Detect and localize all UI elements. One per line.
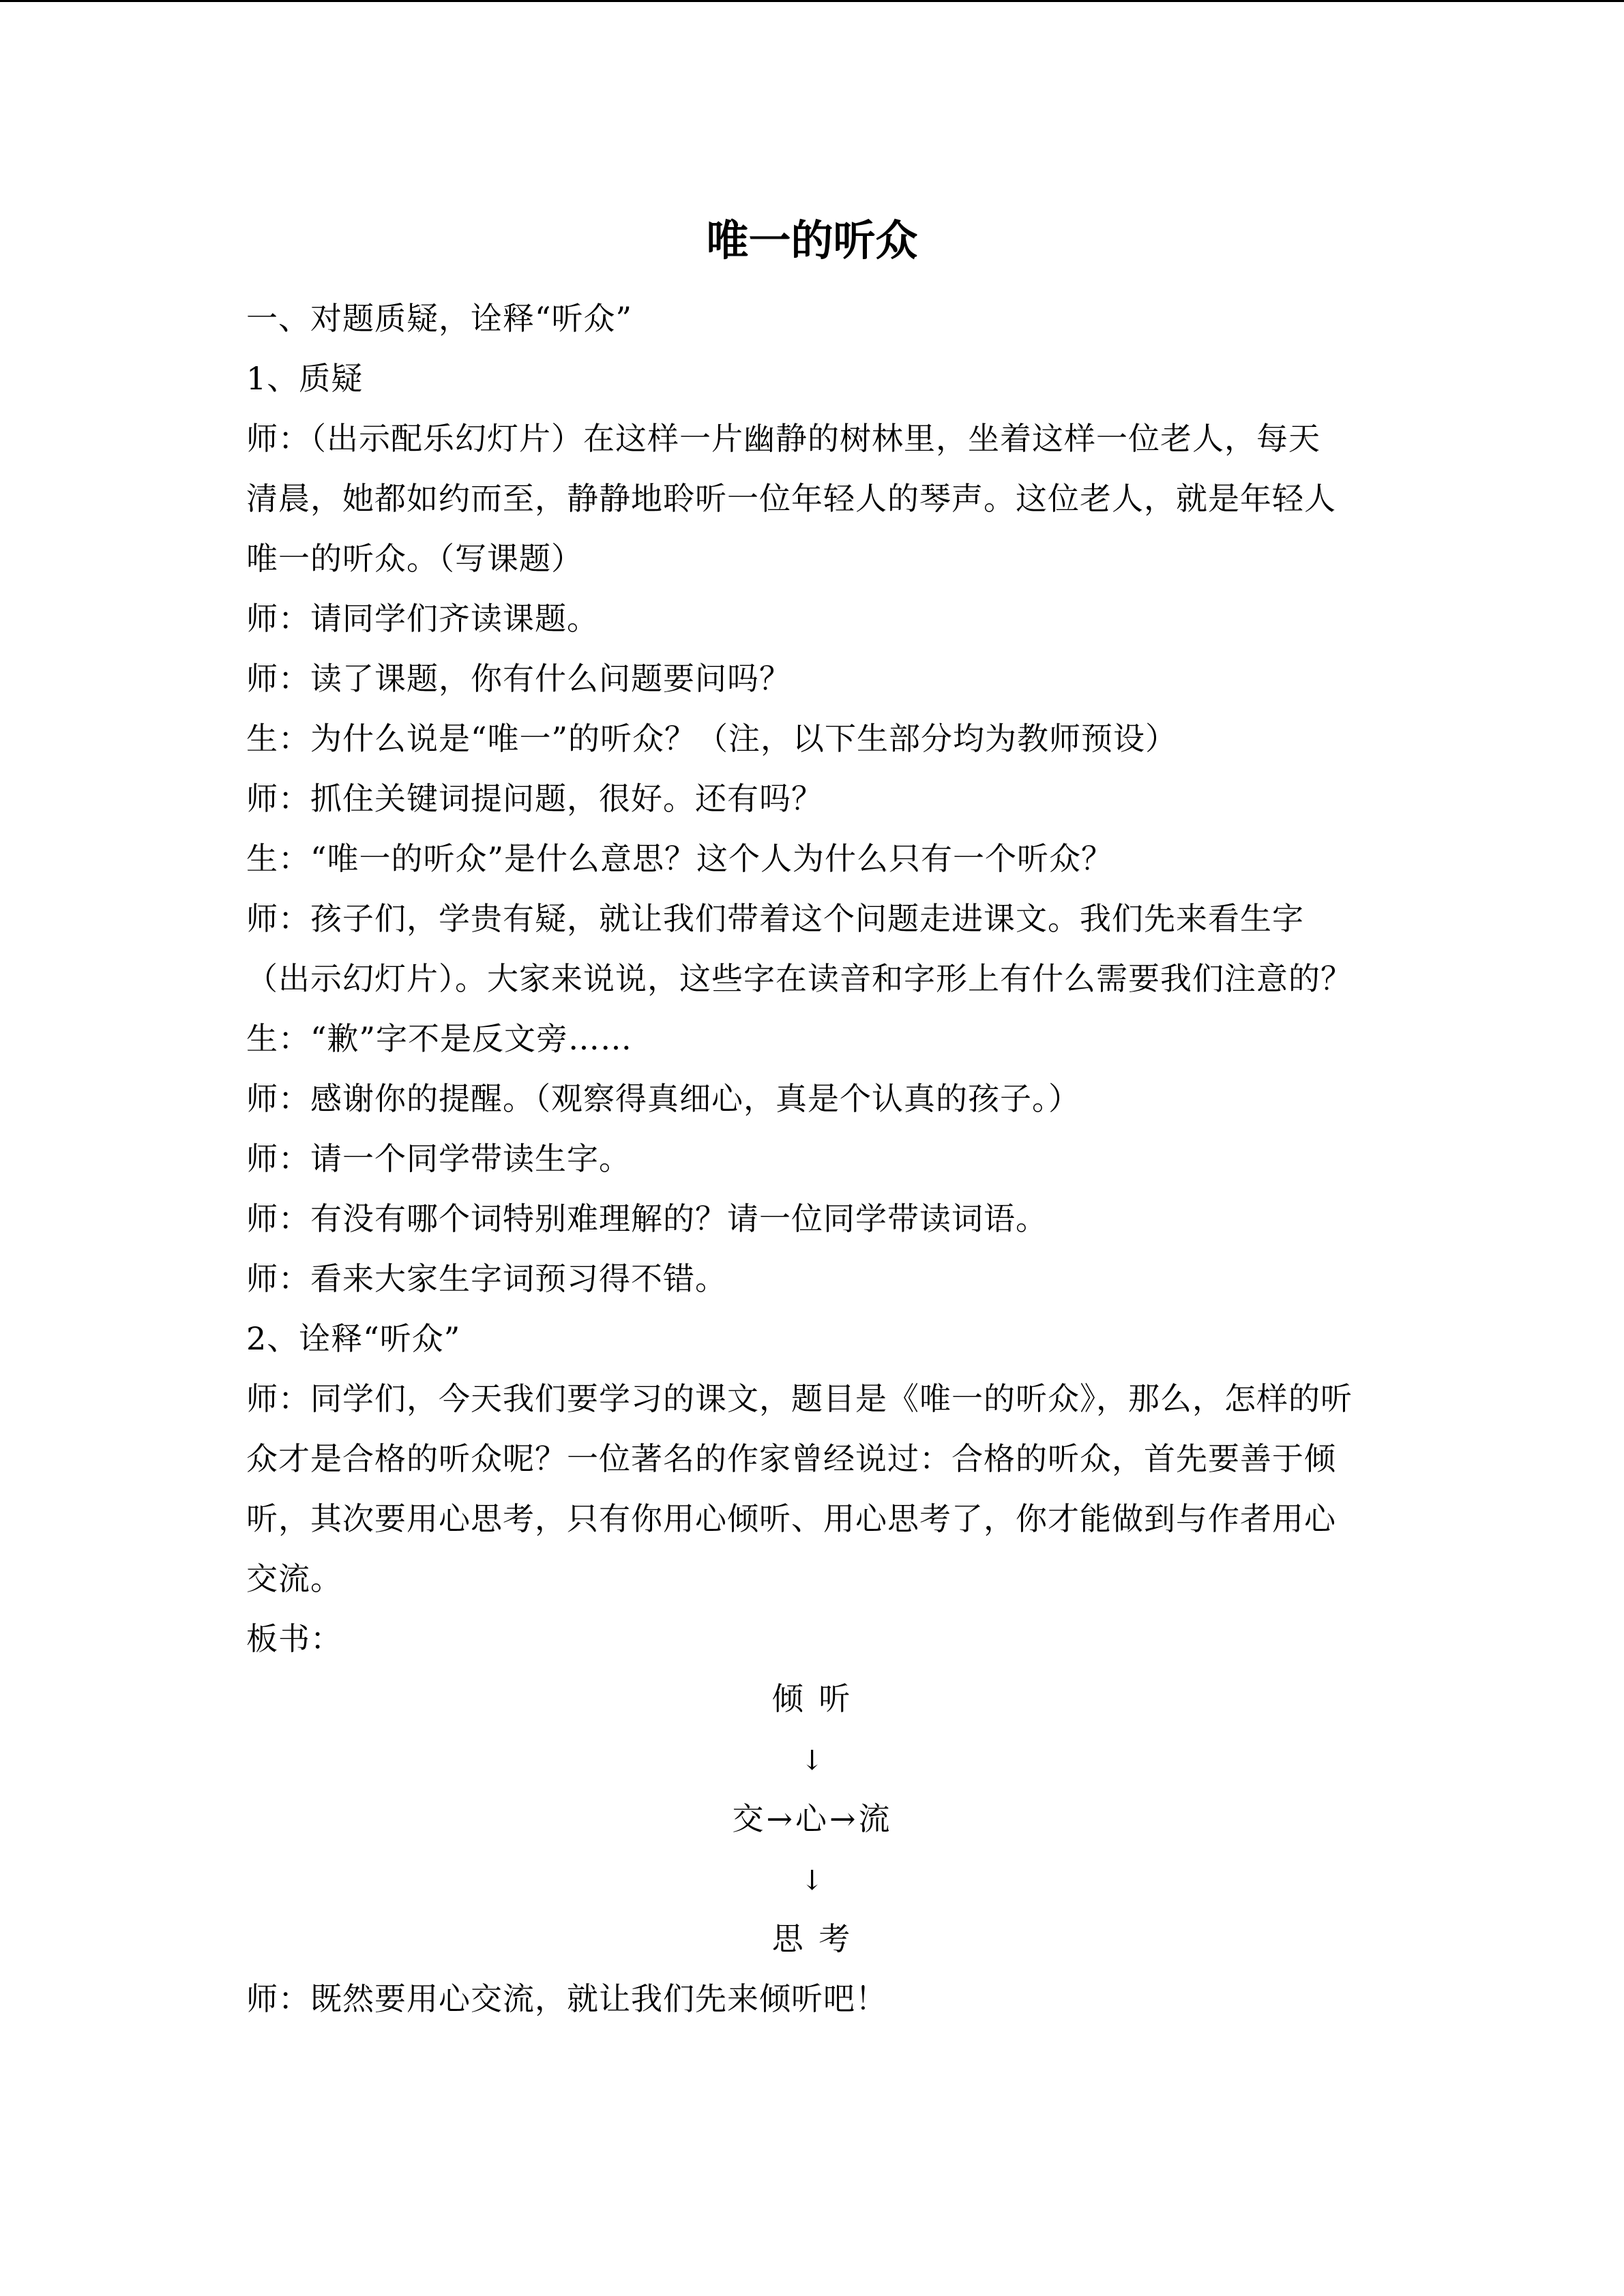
dialogue-line: 生：“歉”字不是反文旁…… bbox=[246, 1020, 633, 1057]
board-node-bottom: 思 考 bbox=[771, 1920, 853, 1957]
paragraph-line: 师：同学们，今天我们要学习的课文，题目是《唯一的听众》，那么，怎样的听 bbox=[246, 1380, 1353, 1417]
board-diagram bbox=[246, 1669, 1378, 1969]
subsection-heading: 2、诠释“听众” bbox=[246, 1320, 461, 1357]
paragraph-line: 交流。 bbox=[246, 1560, 342, 1597]
dialogue-line: 生：为什么说是“唯一”的听众？（注，以下生部分均为教师预设） bbox=[246, 720, 1178, 757]
closing-line: 师：既然要用心交流，就让我们先来倾听吧！ bbox=[246, 1980, 887, 2017]
board-label: 板书： bbox=[246, 1620, 342, 1657]
paragraph-line: 师：（出示配乐幻灯片）在这样一片幽静的树林里，坐着这样一位老人，每天 bbox=[246, 420, 1320, 457]
arrow-down-icon: ↓ bbox=[800, 1865, 825, 1896]
paragraph-line: 清晨，她都如约而至，静静地聆听一位年轻人的琴声。这位老人，就是年轻人 bbox=[246, 480, 1336, 517]
arrow-down-icon: ↓ bbox=[800, 1745, 825, 1776]
dialogue-line: 师：看来大家生字词预习得不错。 bbox=[246, 1260, 727, 1297]
section-heading: 一、对题质疑，诠释“听众” bbox=[246, 300, 633, 337]
paragraph-line: 众才是合格的听众呢？一位著名的作家曾经说过：合格的听众，首先要善于倾 bbox=[246, 1440, 1336, 1477]
board-node-top: 倾 听 bbox=[771, 1680, 853, 1717]
dialogue-line: 师：读了课题，你有什么问题要问吗？ bbox=[246, 660, 791, 697]
board-node-middle: 交→心→流 bbox=[732, 1800, 893, 1837]
page-title: 唯一的听众 bbox=[706, 215, 918, 265]
dialogue-line: 师：抓住关键词提问题，很好。还有吗？ bbox=[246, 780, 823, 817]
dialogue-line: 师：感谢你的提醒。（观察得真细心，真是个认真的孩子。） bbox=[246, 1080, 1080, 1117]
dialogue-line: 师：孩子们，学贵有疑，就让我们带着这个问题走进课文。我们先来看生字 bbox=[246, 900, 1304, 937]
paragraph-line: 唯一的听众。（写课题） bbox=[246, 540, 583, 577]
dialogue-line: （出示幻灯片）。大家来说说，这些字在读音和字形上有什么需要我们注意的？ bbox=[246, 960, 1353, 997]
dialogue-line: 师：请一个同学带读生字。 bbox=[246, 1140, 631, 1177]
dialogue-line: 生：“唯一的听众”是什么意思？这个人为什么只有一个听众？ bbox=[246, 840, 1114, 877]
dialogue-line: 师：有没有哪个词特别难理解的？请一位同学带读词语。 bbox=[246, 1200, 1048, 1237]
subsection-heading: 1、质疑 bbox=[246, 360, 364, 397]
dialogue-line: 师：请同学们齐读课题。 bbox=[246, 600, 599, 637]
document-body bbox=[246, 288, 1378, 2029]
paragraph-line: 听，其次要用心思考，只有你用心倾听、用心思考了，你才能做到与作者用心 bbox=[246, 1500, 1336, 1537]
